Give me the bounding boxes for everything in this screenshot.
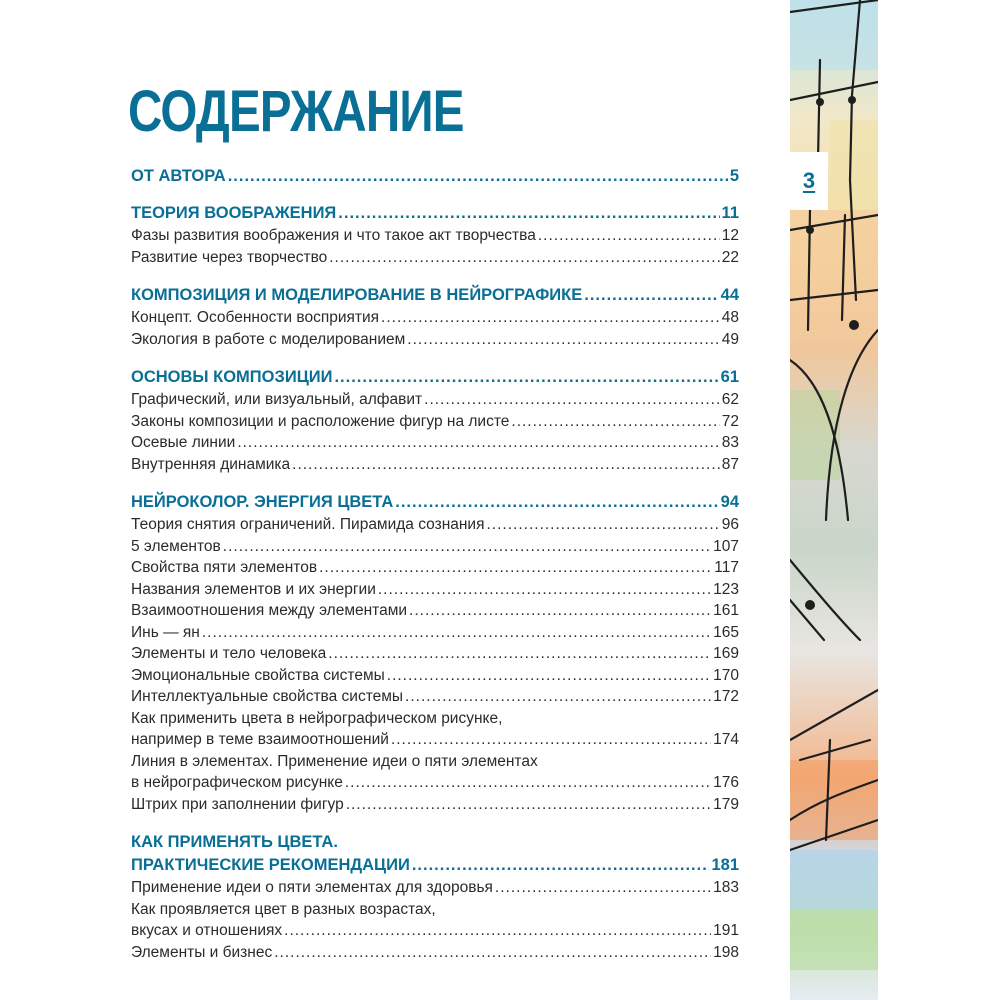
page-title: СОДЕРЖАНИЕ bbox=[128, 79, 464, 144]
toc-page-number: 183 bbox=[713, 879, 739, 896]
toc-item-title: Названия элементов и их энергии bbox=[131, 580, 376, 598]
toc-item[interactable] bbox=[131, 600, 739, 622]
dot-leader bbox=[223, 536, 711, 558]
dot-leader bbox=[328, 643, 711, 665]
toc-page-number: 83 bbox=[721, 434, 739, 451]
toc-item-title-line2: в нейрографическом рисунке bbox=[131, 774, 343, 791]
toc-item-title-line1: Линия в элементах. Применение идеи о пяти элементах bbox=[131, 752, 538, 770]
toc-page-number: 191 bbox=[713, 922, 739, 939]
toc-section-title: ОСНОВЫ КОМПОЗИЦИИ bbox=[131, 368, 333, 386]
toc-page-number: 198 bbox=[713, 943, 739, 961]
dot-leader bbox=[391, 729, 711, 751]
dot-leader bbox=[381, 307, 720, 329]
toc-page-number: 12 bbox=[721, 227, 739, 244]
dot-leader bbox=[346, 794, 711, 816]
toc-item-title-line2: например в теме взаимоотношений bbox=[131, 731, 389, 748]
toc-section[interactable] bbox=[131, 366, 739, 389]
toc-page-number: 123 bbox=[713, 580, 739, 598]
toc-item-title-line1: Как проявляется цвет в разных возрастах, bbox=[131, 900, 436, 918]
toc-section[interactable] bbox=[131, 491, 739, 514]
toc-page-number: 22 bbox=[721, 248, 739, 266]
toc-item-title: Свойства пяти элементов bbox=[131, 559, 318, 576]
toc-page-number: 165 bbox=[713, 623, 739, 641]
dot-leader bbox=[412, 854, 710, 877]
toc-item[interactable] bbox=[131, 411, 739, 433]
toc-item-title: Штрих при заполнении фигур bbox=[131, 795, 344, 813]
dot-leader bbox=[495, 877, 711, 899]
toc-page-number: 96 bbox=[721, 516, 739, 533]
toc-item[interactable] bbox=[131, 557, 739, 579]
dot-leader bbox=[237, 432, 719, 454]
toc-item-title: Экология в работе с моделированием bbox=[131, 330, 406, 348]
toc-section-multiline[interactable] bbox=[131, 831, 739, 877]
toc-item[interactable] bbox=[131, 389, 739, 411]
toc-page-number: 107 bbox=[713, 537, 739, 555]
dot-leader bbox=[338, 202, 719, 225]
toc-page-number: 49 bbox=[721, 330, 739, 348]
page-number-tab: 3 bbox=[790, 152, 828, 210]
toc-page-number: 87 bbox=[721, 455, 739, 473]
toc-item[interactable] bbox=[131, 643, 739, 665]
toc-item[interactable] bbox=[131, 307, 739, 329]
toc-section[interactable] bbox=[131, 165, 739, 188]
dot-leader bbox=[378, 579, 711, 601]
toc-page-number: 169 bbox=[713, 645, 739, 662]
toc-page-number: 5 bbox=[729, 167, 739, 185]
toc-item-title: Взаимоотношения между элементами bbox=[131, 602, 408, 619]
dot-leader bbox=[228, 165, 728, 188]
dot-leader bbox=[409, 600, 711, 622]
toc-item[interactable] bbox=[131, 622, 739, 644]
toc-item-title: Концепт. Особенности восприятия bbox=[131, 309, 380, 326]
toc-page-number: 176 bbox=[713, 774, 739, 791]
toc-item-title: Эмоциональные свойства системы bbox=[131, 666, 385, 684]
dot-leader bbox=[319, 557, 712, 579]
toc-item-title: Законы композиции и расположение фигур на листе bbox=[131, 412, 510, 430]
toc-item[interactable] bbox=[131, 877, 739, 899]
toc-section-title-line2: ПРАКТИЧЕСКИЕ РЕКОМЕНДАЦИИ bbox=[131, 856, 410, 874]
toc-item[interactable] bbox=[131, 514, 739, 536]
dot-leader bbox=[329, 247, 720, 269]
toc-item-title: 5 элементов bbox=[131, 537, 221, 555]
toc-item[interactable] bbox=[131, 794, 739, 816]
toc-page-number: 62 bbox=[721, 391, 739, 408]
toc-page-number: 179 bbox=[713, 795, 739, 813]
toc-section-title: КОМПОЗИЦИЯ И МОДЕЛИРОВАНИЕ В НЕЙРОГРАФИКЕ bbox=[131, 286, 583, 304]
dot-leader bbox=[387, 665, 711, 687]
toc-page-number: 44 bbox=[720, 286, 739, 304]
toc-item[interactable] bbox=[131, 686, 739, 708]
toc-item[interactable] bbox=[131, 454, 739, 476]
dot-leader bbox=[407, 329, 719, 351]
dot-leader bbox=[538, 225, 720, 247]
toc-item-title: Теория снятия ограничений. Пирамида сознания bbox=[131, 516, 485, 533]
toc-page-number: 72 bbox=[721, 412, 739, 430]
dot-leader bbox=[584, 284, 718, 307]
toc-item-title: Интеллектуальные свойства системы bbox=[131, 688, 404, 705]
toc-item-title-line1: Как применить цвета в нейрографическом рисунке, bbox=[131, 709, 503, 727]
dot-leader bbox=[292, 454, 720, 476]
dot-leader bbox=[511, 411, 719, 433]
toc-item-title-line2: вкусах и отношениях bbox=[131, 922, 283, 939]
toc-section-title: ОТ АВТОРА bbox=[131, 167, 226, 185]
toc-page-number: 61 bbox=[720, 368, 739, 386]
toc-section-title: НЕЙРОКОЛОР. ЭНЕРГИЯ ЦВЕТА bbox=[131, 493, 394, 511]
toc-item-title: Осевые линии bbox=[131, 434, 236, 451]
toc-section[interactable] bbox=[131, 202, 739, 225]
dot-leader bbox=[274, 942, 711, 964]
toc-item[interactable] bbox=[131, 579, 739, 601]
decorative-illustration-strip bbox=[790, 0, 878, 1000]
toc-section-title-line1: КАК ПРИМЕНЯТЬ ЦВЕТА. bbox=[131, 833, 338, 851]
toc-item[interactable] bbox=[131, 536, 739, 558]
toc-item[interactable] bbox=[131, 247, 739, 269]
toc-item-title: Элементы и тело человека bbox=[131, 645, 327, 662]
dot-leader bbox=[395, 491, 718, 514]
toc-item-title: Развитие через творчество bbox=[131, 248, 328, 266]
toc-item-title: Внутренняя динамика bbox=[131, 455, 291, 473]
dot-leader bbox=[334, 366, 718, 389]
toc-page-number: 181 bbox=[711, 856, 739, 874]
dot-leader bbox=[202, 622, 711, 644]
toc-item-multiline[interactable] bbox=[131, 899, 739, 942]
toc-item[interactable] bbox=[131, 432, 739, 454]
toc-item[interactable] bbox=[131, 329, 739, 351]
toc-page-number: 174 bbox=[713, 731, 739, 748]
toc-page-number: 94 bbox=[720, 493, 739, 511]
dot-leader bbox=[284, 920, 711, 942]
toc-item-title: Инь — ян bbox=[131, 623, 200, 641]
toc-section-title: ТЕОРИЯ ВООБРАЖЕНИЯ bbox=[131, 204, 337, 222]
toc-page-number: 48 bbox=[721, 309, 739, 326]
toc-page-number: 117 bbox=[714, 559, 739, 576]
toc-item-multiline[interactable] bbox=[131, 751, 739, 794]
toc-page-number: 161 bbox=[713, 602, 739, 619]
toc-section[interactable] bbox=[131, 284, 739, 307]
table-of-contents bbox=[131, 165, 739, 963]
toc-item[interactable] bbox=[131, 665, 739, 687]
toc-item-title: Графический, или визуальный, алфавит bbox=[131, 391, 423, 408]
dot-leader bbox=[424, 389, 720, 411]
dot-leader bbox=[345, 772, 711, 794]
toc-page-number: 172 bbox=[713, 688, 739, 705]
dot-leader bbox=[487, 514, 720, 536]
toc-item-title: Фазы развития воображения и что такое акт творчества bbox=[131, 227, 536, 244]
toc-item-title: Применение идеи о пяти элементах для здоровья bbox=[131, 879, 493, 896]
toc-item[interactable] bbox=[131, 225, 739, 247]
toc-page-number: 11 bbox=[721, 204, 739, 222]
toc-page-number: 170 bbox=[713, 666, 739, 684]
toc-item-multiline[interactable] bbox=[131, 708, 739, 751]
toc-item[interactable] bbox=[131, 942, 739, 964]
toc-item-title: Элементы и бизнес bbox=[131, 943, 273, 961]
dot-leader bbox=[405, 686, 711, 708]
